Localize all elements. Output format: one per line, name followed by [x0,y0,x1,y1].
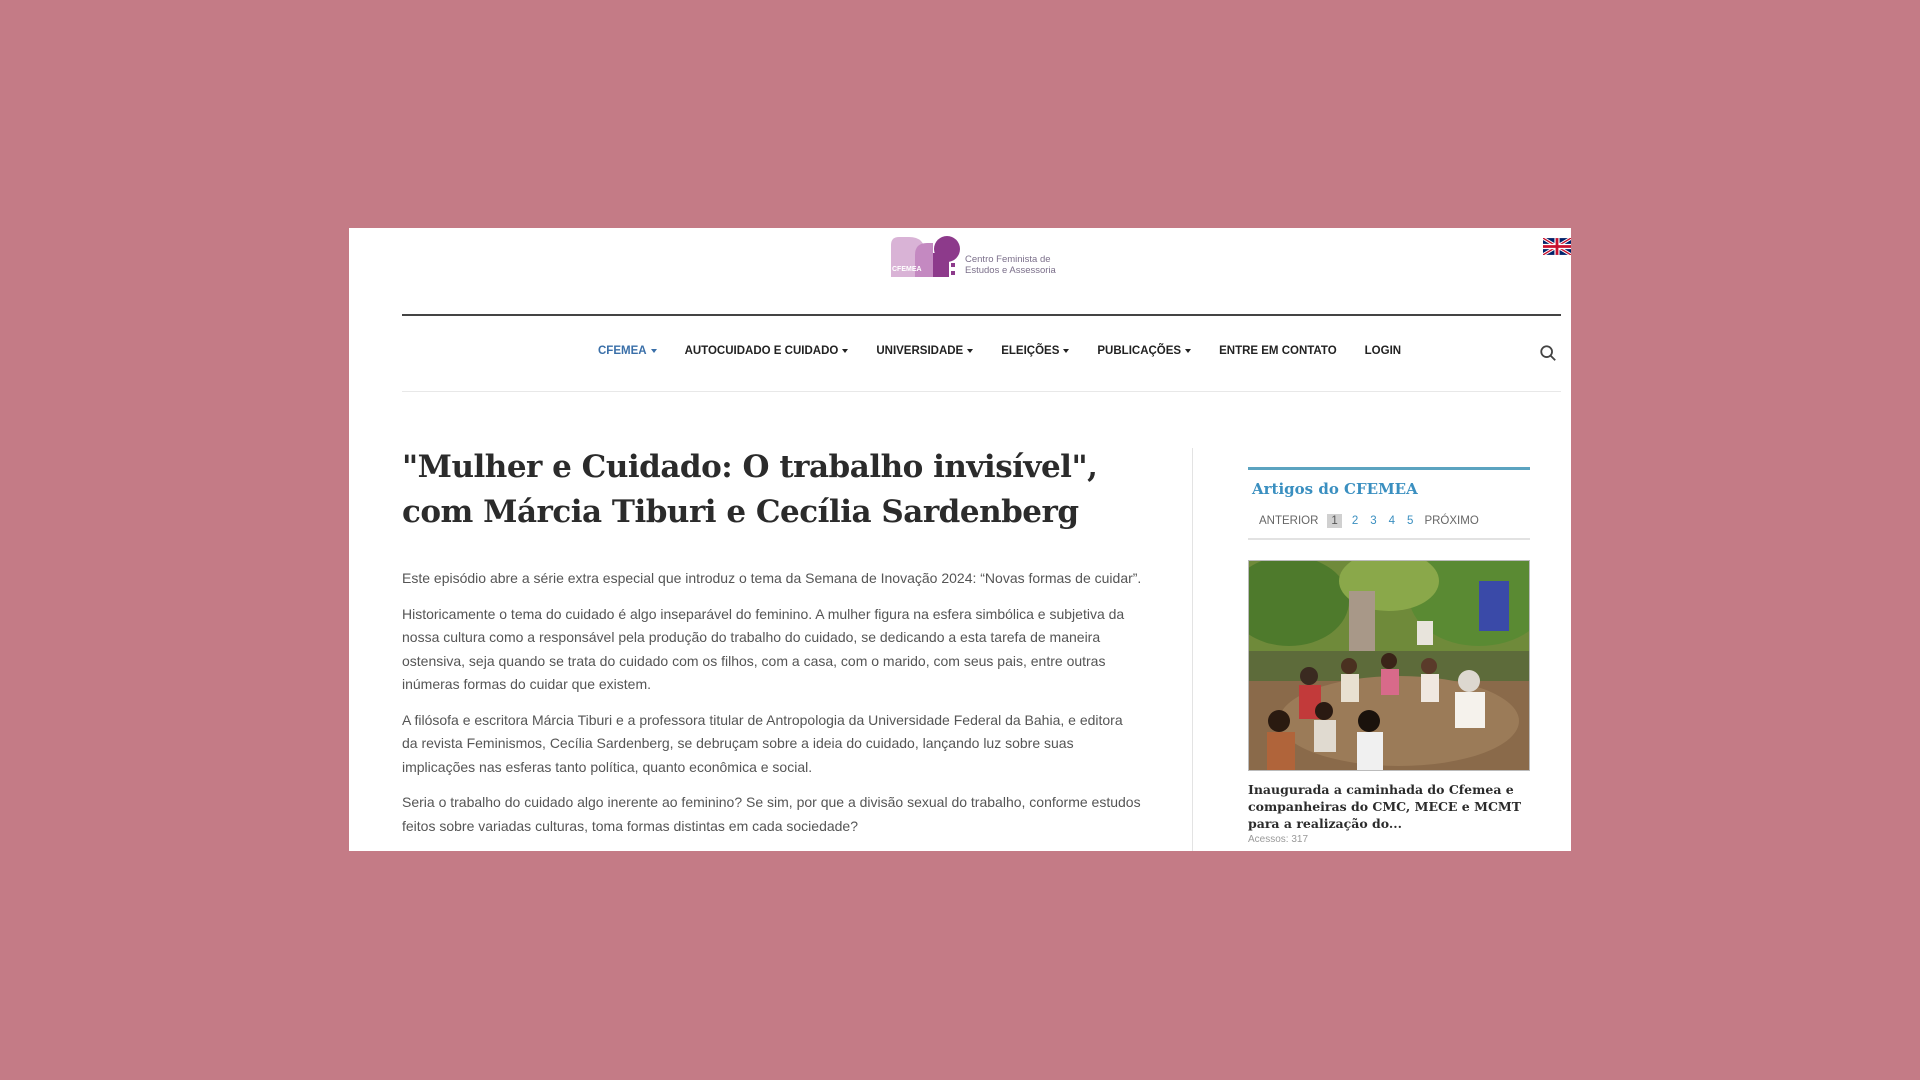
column-divider [1192,448,1193,851]
caret-down-icon [1185,349,1191,353]
caret-down-icon [967,349,973,353]
logo-text [965,254,1056,276]
search-icon[interactable] [1539,344,1557,362]
nav-item-label: ELEIÇÕES [1001,345,1060,357]
pager-page-2[interactable]: 2 [1351,515,1359,527]
nav-item-login[interactable] [1351,345,1415,357]
caret-down-icon [1063,349,1069,353]
sidebar-divider [1248,538,1530,540]
nav-item-autocuidado-e-cuidado[interactable] [671,345,863,357]
article [402,445,1142,850]
site-logo[interactable] [889,235,1069,279]
nav-item-label: UNIVERSIDADE [876,345,964,357]
pager-page-4[interactable]: 4 [1388,515,1396,527]
caret-down-icon [651,349,657,353]
article-paragraph: Este episódio abre a série extra especial que introduz o tema da Semana de Inovação 2024: “Novas formas de cuidar”. [402,570,1142,586]
article-title: "Mulher e Cuidado: O trabalho invisível", com Márcia Tiburi e Cecília Sardenberg [402,449,1098,530]
header-divider [402,314,1561,316]
logo-line-1: Centro Feminista de [965,254,1051,265]
pager-page-5[interactable]: 5 [1407,515,1414,527]
pager-page-current[interactable]: 1 [1327,514,1341,528]
pager-prev-button[interactable]: ANTERIOR [1259,515,1319,527]
nav-item-label: ENTRE EM CONTATO [1219,345,1337,357]
nav-divider [402,391,1561,392]
group-meeting-photo-icon [1249,561,1529,770]
article-card-headline[interactable]: Inaugurada a caminhada do Cfemea e companheiras do CMC, MECE e MCMT para a realização do... [1248,782,1522,831]
pager-next-button[interactable]: PRÓXIMO [1424,515,1479,527]
sidebar-title: Artigos do CFEMEA [1252,480,1418,498]
article-card-photo[interactable] [1248,560,1530,771]
nav-item-publicações[interactable] [1083,345,1205,357]
article-paragraph: Seria o trabalho do cuidado algo inerente ao feminino? Se sim, por que a divisão sexual do trabalho, conforme estudos feitos sobre variadas culturas, toma formas distintas em cada sociedade? [402,794,1141,834]
nav-item-label: LOGIN [1364,345,1402,357]
article-paragraph: Historicamente o tema do cuidado é algo inseparável do feminino. A mulher figura na esfera simbólica e subjetiva da nossa cultura como a responsável pela produção do trabalho do cuidado, se dedicando a esta tarefa de maneira ostensiva, seja quando se trata do cuidado com os filhos, com a casa, com o marido, com seus pais, entre outras inúmeras formas do cuidar que existem. [402,605,1125,692]
nav-item-eleições[interactable] [987,345,1083,357]
uk-flag-icon[interactable] [1543,238,1571,255]
logo-mark-icon [889,235,961,277]
nav-item-label: CFEMEA [598,345,647,357]
nav-item-cfemea[interactable] [584,345,671,357]
browser-page [349,228,1571,851]
caret-down-icon [842,349,848,353]
article-card-views: Acessos: 317 [1248,834,1309,845]
main-nav [584,345,1415,357]
pager-page-3[interactable]: 3 [1370,515,1377,527]
nav-item-label: AUTOCUIDADO E CUIDADO [684,345,839,357]
sidebar-accent-line [1248,467,1530,470]
logo-mark-text: CFEMEA [892,266,922,273]
sidebar [1248,467,1530,845]
nav-item-label: PUBLICAÇÕES [1097,345,1182,357]
logo-line-2: Estudos e Assessoria [965,265,1056,276]
nav-item-universidade[interactable] [862,345,987,357]
nav-item-entre-em-contato[interactable] [1205,345,1351,357]
article-paragraph: A filósofa e escritora Márcia Tiburi e a professora titular de Antropologia da Universidade Federal da Bahia, e editora da revista Feminismos, Cecília Sardenberg, se debruçam sobre a ideia do cuidado, lançando luz sobre suas implicações nas esferas tanto política, quanto econômica e social. [402,711,1123,775]
sidebar-pager [1254,514,1530,528]
